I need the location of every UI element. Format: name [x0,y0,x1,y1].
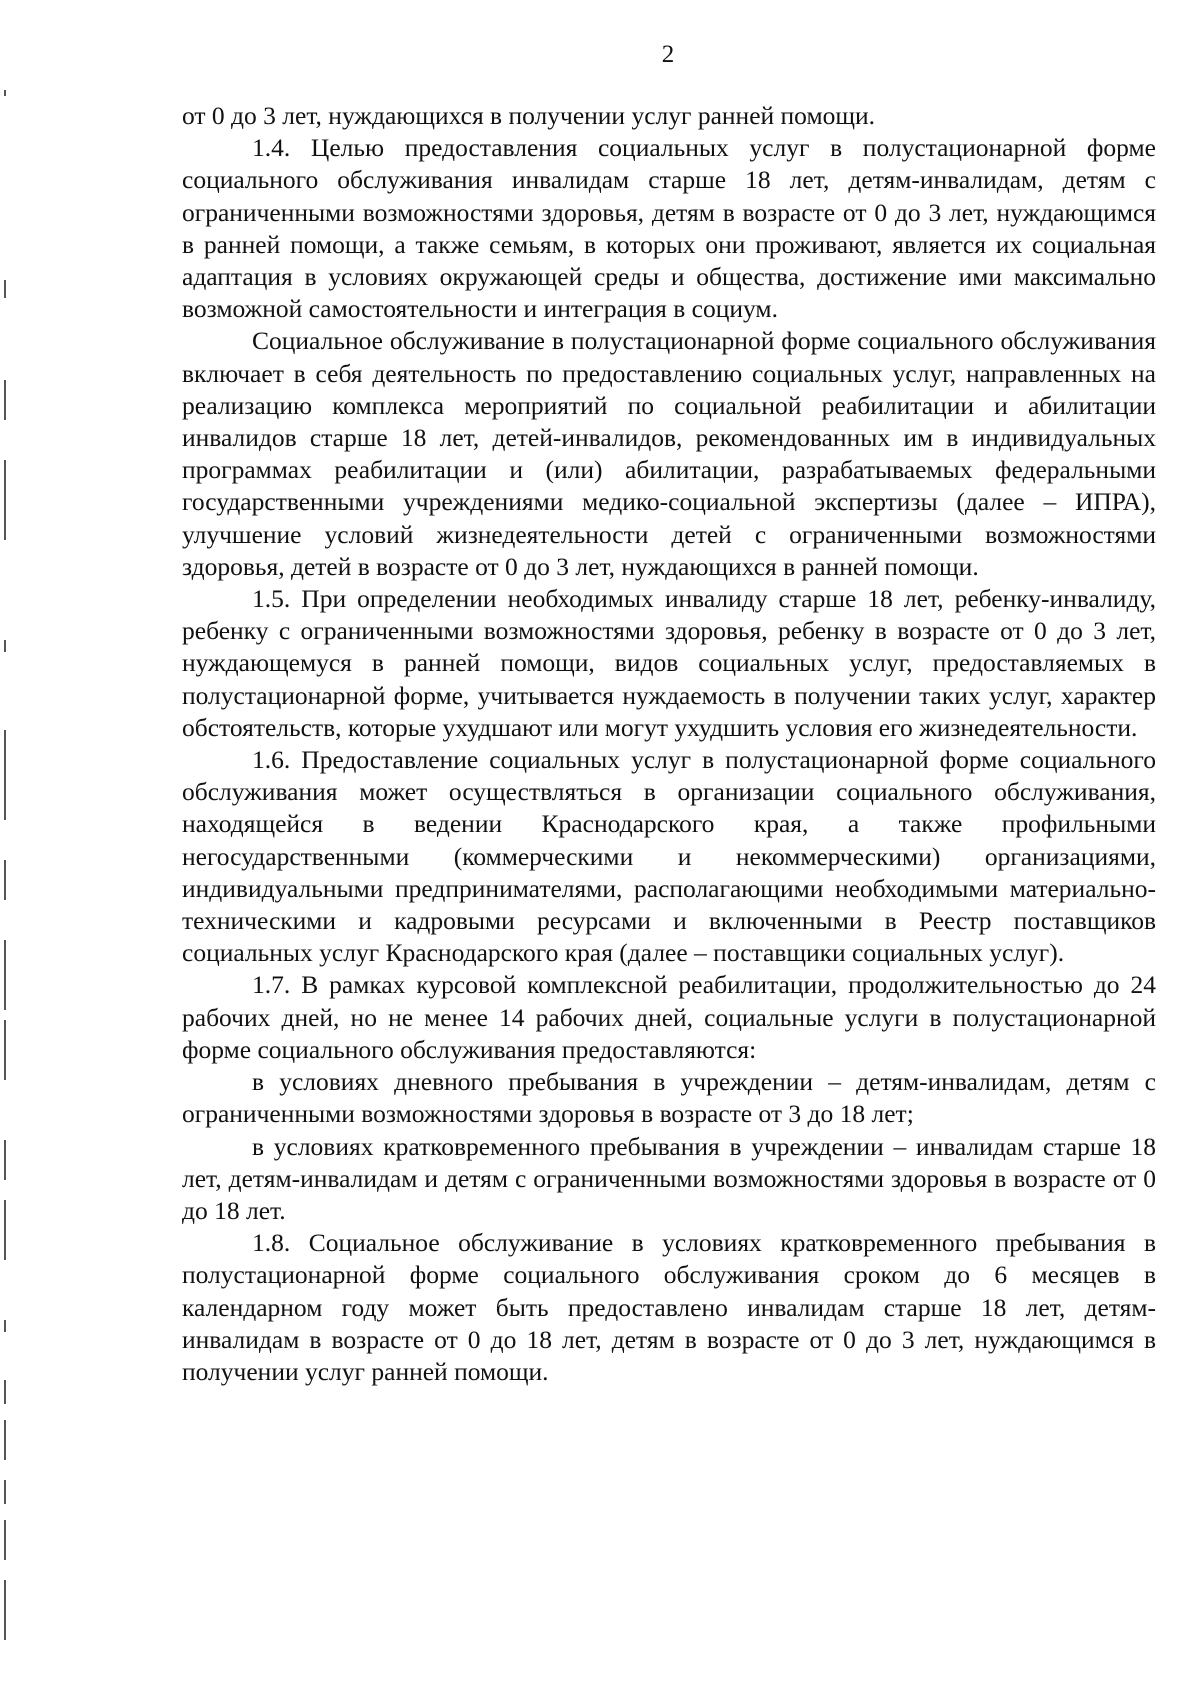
paragraph-1-6: 1.6. Предоставление социальных услуг в полустационарной форме социального обслуживания может осуществляться в организации социального обслуживания, находящейся в ведении Краснодарского края, а также профильными негосударственными (коммерческими и некоммерческими) организациями, индивидуальными предпринимателями, располагающими необходимыми материально-техническими и кадровыми ресурсами и включенными в Реестр поставщиков социальных услуг Краснодарского края (далее – поставщики социальных услуг). [182,745,1156,968]
paragraph-1-8: 1.8. Социальное обслуживание в условиях кратковременного пребывания в полустационарной форме социального обслуживания сроком до 6 месяцев в календарном году может быть предоставлено инвалидам старше 18 лет, детям-инвалидам в возрасте от 0 до 18 лет, детям в возрасте от 0 до 3 лет, нуждающимся в получении услуг ранней помощи. [182,1228,1156,1386]
paragraph-short-stay: в условиях кратковременного пребывания в учреждении – инвалидам старше 18 лет, детям-инвалидам и детям с ограниченными возможностями здоровья в возрасте от 0 до 18 лет. [182,1131,1156,1225]
page-number: 2 [661,41,675,68]
document-body [182,100,1156,1388]
paragraph-continuation: от 0 до 3 лет, нуждающихся в получении услуг ранней помощи. [182,101,875,130]
paragraph-1-5: 1.5. При определении необходимых инвалиду старше 18 лет, ребенку-инвалиду, ребенку с ограниченными возможностями здоровья, ребенку в возрасте от 0 до 3 лет, нуждающемуся в ранней помощи, видов социальных услуг, предоставляемых в полустационарной форме, учитывается нуждаемость в получении таких услуг, характер обстоятельств, которые ухудшают или могут ухудшить условия его жизнедеятельности. [182,584,1156,742]
paragraph-day-stay: в условиях дневного пребывания в учреждении – детям-инвалидам, детям с ограниченными возможностями здоровья в возрасте от 3 до 18 лет; [182,1067,1156,1129]
paragraph-1-4: 1.4. Целью предоставления социальных услуг в полустационарной форме социального обслуживания инвалидам старше 18 лет, детям-инвалидам, детям с ограниченными возможностями здоровья, детям в возрасте от 0 до 3 лет, нуждающимся в ранней помощи, а также семьям, в которых они проживают, является их социальная адаптация в условиях окружающей среды и общества, достижение ими максимально возможной самостоятельности и интеграция в социум. [182,133,1156,324]
paragraph-social-service: Социальное обслуживание в полустационарной форме социального обслуживания включает в себя деятельность по предоставлению социальных услуг, направленных на реализацию комплекса мероприятий по социальной реабилитации и абилитации инвалидов старше 18 лет, детей-инвалидов, рекомендованных им в индивидуальных программах реабилитации и (или) абилитации, разрабатываемых федеральными государственными учреждениями медико-социальной экспертизы (далее – ИПРА), улучшение условий жизнедеятельности детей с ограниченными возможностями здоровья, детей в возрасте от 0 до 3 лет, нуждающихся в ранней помощи. [182,326,1156,581]
scan-edge-marks [0,80,14,1680]
paragraph-1-7: 1.7. В рамках курсовой комплексной реабилитации, продолжительностью до 24 рабочих дней, но не менее 14 рабочих дней, социальные услуги в полустационарной форме социального обслуживания предоставляются: [182,970,1156,1064]
